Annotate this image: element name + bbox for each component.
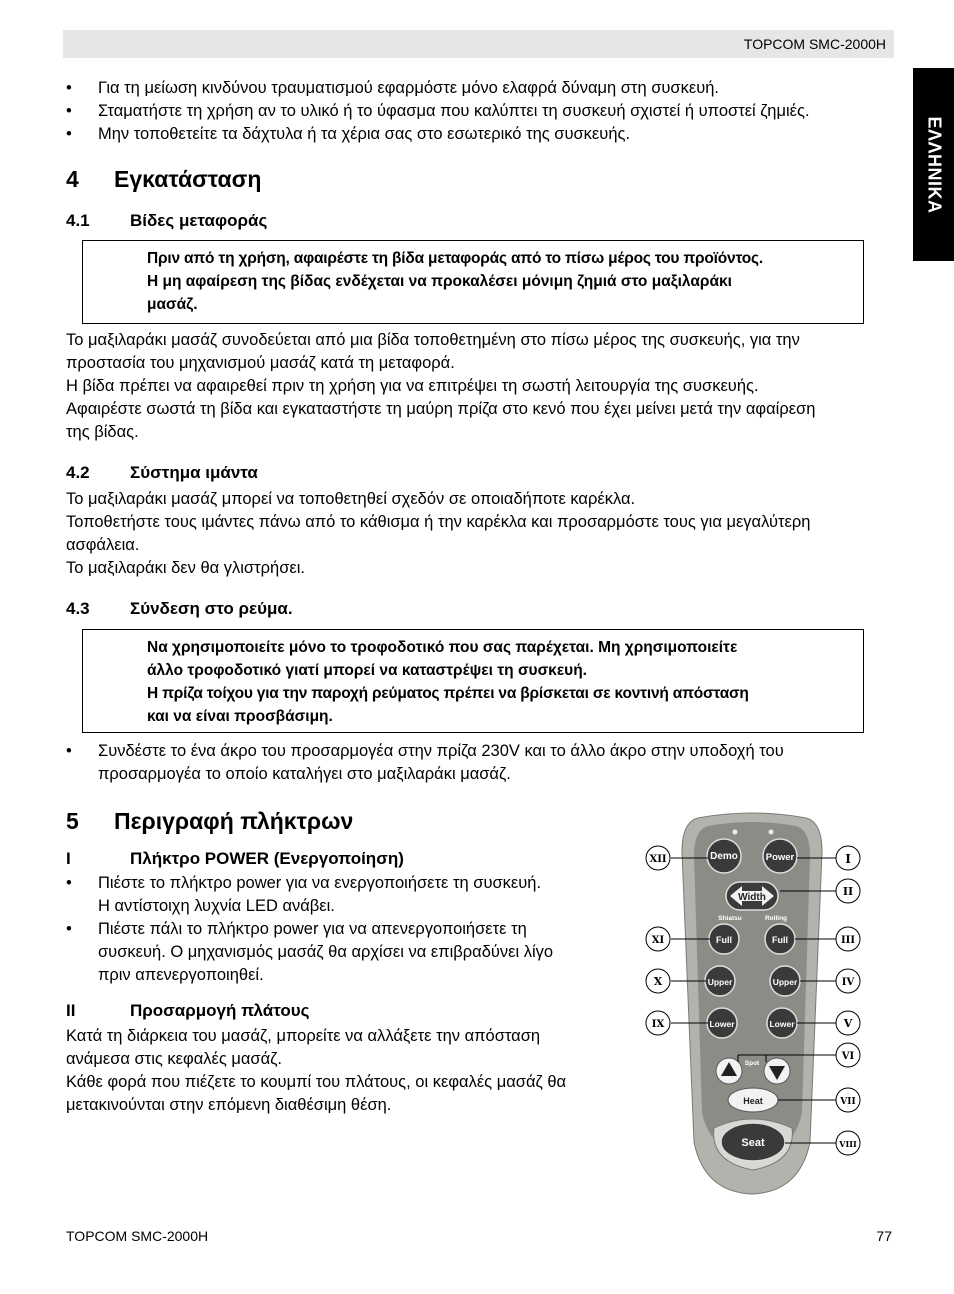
- section-title: Πλήκτρο POWER (Ενεργοποίηση): [130, 849, 404, 868]
- width-button-label: Width: [738, 892, 766, 903]
- section-i-heading: [66, 849, 404, 869]
- bullet-line: συσκευή. Ο μηχανισμός μασάζ θα αρχίσει να επιβραδύνει λίγο: [98, 943, 554, 961]
- callout-label: II: [842, 885, 854, 898]
- callout-label: XII: [649, 854, 667, 865]
- led-power: [769, 830, 774, 835]
- shiatsu-lower-label: Lower: [709, 1019, 735, 1029]
- bullet-line: Συνδέστε το ένα άκρο του προσαρμογέα στην πρίζα 230V και το άλλο άκρο στην υποδοχή του: [98, 742, 784, 760]
- body-line: Αφαιρέστε σωστά τη βίδα και εγκαταστήστε τη μαύρη πρίζα στο κενό που έχει μείνει μετά την αφαίρεση: [66, 400, 816, 418]
- bullet-line: Πιέστε πάλι το πλήκτρο power για να απενεργοποιήσετε τη: [98, 920, 527, 938]
- page-header: [63, 30, 894, 58]
- section-title: Σύστημα ιμάντα: [130, 463, 258, 482]
- demo-button-label: Demo: [710, 851, 738, 862]
- body-line: ασφάλεια.: [66, 536, 140, 554]
- callout-label: X: [653, 975, 663, 988]
- shiatsu-full-label: Full: [716, 935, 732, 945]
- footer-product: TOPCOM SMC-2000H: [66, 1228, 209, 1244]
- section-number: 4: [66, 166, 79, 192]
- list-item: • Για τη μείωση κινδύνου τραυματισμού εφαρμόστε μόνο ελαφρά δύναμη στη συσκευή.: [64, 77, 904, 100]
- body-line: Η βίδα πρέπει να αφαιρεθεί πριν τη χρήση για να επιτρέψει τη σωστή λειτουργία της συσκευής.: [66, 377, 759, 395]
- body-line: Τοποθετήστε τους ιμάντες πάνω από το κάθισμα ή την καρέκλα και προσαρμόστε τους για μεγαλύτερη: [66, 513, 811, 531]
- section-title: Βίδες μεταφοράς: [130, 211, 268, 230]
- bullet-line: Πιέστε το πλήκτρο power για να ενεργοποιήσετε τη συσκευή.: [98, 874, 542, 892]
- warning-line: Η μη αφαίρεση της βίδας ενδέχεται να προκαλέσει μόνιμη ζημιά στο μαξιλαράκι: [147, 273, 732, 290]
- section-4-1-body: [66, 329, 906, 444]
- callout-label: IX: [651, 1019, 665, 1030]
- shiatsu-upper-label: Upper: [707, 977, 733, 987]
- section-5-heading: [66, 808, 353, 835]
- section-4-2-heading: [66, 463, 258, 483]
- callout-label: I: [845, 852, 851, 866]
- body-line: ανάμεσα στις κεφαλές μασάζ.: [66, 1050, 283, 1068]
- body-line: Κάθε φορά που πιέζετε το κουμπί του πλάτους, οι κεφαλές μασάζ θα: [66, 1073, 567, 1091]
- callout-label: V: [843, 1017, 853, 1030]
- section-ii-heading: [66, 1001, 309, 1021]
- body-line: Το μαξιλαράκι μασάζ μπορεί να τοποθετηθεί σχεδόν σε οποιαδήποτε καρέκλα.: [66, 490, 636, 508]
- warning-line: Η πρίζα τοίχου για την παροχή ρεύματος πρέπει να βρίσκεται σε κοντινή απόσταση: [147, 685, 749, 702]
- list-item: • Μην τοποθετείτε τα δάχτυλα ή τα χέρια σας στο εσωτερικό της συσκευής.: [64, 123, 904, 146]
- callout-label: III: [840, 935, 856, 946]
- body-line: Κατά τη διάρκεια του μασάζ, μπορείτε να αλλάξετε την απόσταση: [66, 1027, 541, 1045]
- left-callouts: [646, 846, 670, 1035]
- rolling-label: Rolling: [764, 915, 788, 922]
- language-tab-label: ΕΛΛΗΝΙΚΑ: [924, 115, 944, 214]
- list-item: [64, 872, 634, 918]
- section-4-heading: [66, 166, 261, 193]
- section-number: II: [66, 1001, 76, 1020]
- rolling-full-label: Full: [772, 935, 788, 945]
- section-4-3-heading: [66, 599, 293, 619]
- warning-line: μασάζ.: [147, 296, 198, 313]
- rolling-upper-label: Upper: [772, 977, 798, 987]
- section-number: I: [66, 849, 71, 868]
- body-line: μετακινούνται στην επόμενη διαθέσιμη θέση.: [66, 1096, 392, 1114]
- callout-label: XI: [651, 935, 665, 946]
- callout-label: VII: [840, 1097, 856, 1107]
- callout-label: VI: [841, 1051, 855, 1062]
- callout-label: VIII: [839, 1139, 857, 1149]
- warning-line: Πριν από τη χρήση, αφαιρέστε τη βίδα μεταφοράς από το πίσω μέρος του προϊόντος.: [147, 250, 763, 267]
- remote-control-illustration: [640, 812, 870, 1197]
- seat-button-label: Seat: [741, 1137, 765, 1149]
- body-line: Το μαξιλαράκι μασάζ συνοδεύεται από μια βίδα τοποθετημένη στο πίσω μέρος της συσκευής, για την: [66, 331, 800, 349]
- rolling-lower-label: Lower: [769, 1019, 795, 1029]
- section-number: 4.3: [66, 599, 90, 618]
- warning-line: και να είναι προσβάσιμη.: [147, 708, 333, 725]
- section-number: 4.2: [66, 463, 90, 482]
- section-title: Σύνδεση στο ρεύμα.: [130, 599, 293, 618]
- warning-line: Να χρησιμοποιείτε μόνο το τροφοδοτικό που σας παρέχεται. Μη χρησιμοποιείτε: [147, 639, 738, 656]
- power-bullet-list: [64, 740, 904, 786]
- right-callouts: [836, 846, 860, 1155]
- body-line: Το μαξιλαράκι δεν θα γλιστρήσει.: [66, 559, 305, 577]
- header-title: TOPCOM SMC-2000H: [743, 36, 886, 52]
- warning-line: άλλο τροφοδοτικό γιατί μπορεί να καταστρέψει τη συσκευή.: [147, 662, 587, 679]
- section-title: Εγκατάσταση: [114, 166, 262, 192]
- page-number: 77: [876, 1228, 892, 1244]
- language-tab: [913, 68, 954, 261]
- section-title: Προσαρμογή πλάτους: [130, 1001, 310, 1020]
- callout-label: IV: [841, 977, 855, 988]
- heat-button-label: Heat: [743, 1096, 763, 1106]
- list-item: [64, 740, 904, 786]
- led-demo: [733, 830, 738, 835]
- section-4-1-heading: [66, 211, 267, 231]
- power-button-label: Power: [765, 852, 795, 863]
- body-line: της βίδας.: [66, 423, 139, 441]
- bullet-line: πριν απενεργοποιηθεί.: [98, 966, 264, 984]
- power-button-bullet-list: [64, 872, 634, 987]
- bullet-line: προσαρμογέα το οποίο καταλήγει στο μαξιλαράκι μασάζ.: [98, 765, 511, 783]
- bullet-line: Η αντίστοιχη λυχνία LED ανάβει.: [98, 897, 335, 915]
- section-4-2-body: [66, 488, 906, 580]
- power-supply-warning: [82, 629, 864, 733]
- section-ii-body: [66, 1025, 636, 1117]
- spot-label: Spot: [744, 1060, 760, 1067]
- intro-bullet-list: [64, 77, 904, 146]
- section-number: 4.1: [66, 211, 90, 230]
- body-line: προστασία του μηχανισμού μασάζ κατά τη μεταφορά.: [66, 354, 455, 372]
- list-item: • Σταματήστε τη χρήση αν το υλικό ή το ύφασμα που καλύπτει τη συσκευή σχιστεί ή υποστεί ζημιές.: [64, 100, 904, 123]
- transport-screw-warning: [82, 240, 864, 324]
- section-title: Περιγραφή πλήκτρων: [114, 808, 354, 834]
- shiatsu-label: Shiatsu: [718, 915, 742, 922]
- section-number: 5: [66, 808, 79, 834]
- list-item: [64, 918, 634, 987]
